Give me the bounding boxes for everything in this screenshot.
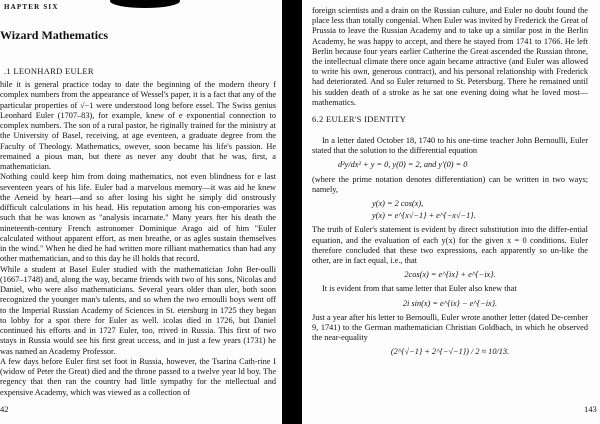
- equation: (2^{√−1} + 2^{−√−1}) / 2 ≈ 10/13.: [390, 347, 510, 357]
- right-page: [302, 0, 600, 424]
- paragraph: (where the prime notation denotes differentiation) can be written in two ways; namely,: [312, 174, 588, 194]
- paragraph: In a letter dated October 18, 1740 to his one-time teacher John Bernoulli, Euler stated that the solution to the differential equation: [312, 136, 588, 156]
- paragraph: Nothing could keep him from doing mathematics, not even blindness for e last seventeen years of his life. Euler had a marvelous memory—it was aid he knew the Aeneid by heart—and so after losing his sight he simply did onstrously difficult calculations in his head. His reputation among his con-emporaries was such that he was known as "analysis incarnate." Many years fter his death the nineteenth-century French astronomer Dominique Arago aid of him "Euler calculated without apparent effort, as men breathe, or as agles sustain themselves in the wind." When he died he had written more rilliant mathematics than had any other mathematician, and to this day he ill holds that record.: [0, 172, 276, 264]
- equation: 2i sin(x) = e^{ix} − e^{−ix}.: [402, 298, 498, 308]
- running-header: HAPTER SIX: [4, 3, 59, 11]
- equation: y(x) = 2 cos(x),: [372, 199, 424, 209]
- page-number: 42: [0, 404, 9, 414]
- right-top-text: [312, 6, 588, 108]
- paragraph: A few days before Euler first set foot in Russia, however, the Tsarina Cath-rine I (widow of Peter the Great) died and the throne passed to a twelve year ld boy. The regency that then ran the country had little sympathy for the ntellectual and expensive Academy, which was viewed as a collection of: [0, 356, 276, 397]
- paragraph: Just a year after his letter to Bernoulli, Euler wrote another letter (dated De-cember 9, 1741) to the German mathematician Christian Goldbach, in which he observed the near-equality: [312, 312, 588, 343]
- page-number: 143: [584, 404, 597, 414]
- right-body-text: [312, 136, 588, 362]
- equation: y(x) = e^{x√−1} + e^{−x√−1}.: [372, 211, 476, 221]
- paragraph: While a student at Basel Euler studied with the mathematician John Ber-oulli (1667–1748) and, along the way, became friends with two of his sons, Nicolas and Daniel, who were also mathematicians. Several years older than uler, both soon recognized the younger man's talents, and so when the two ernoulli boys went off to the Imperial Russian Academy of Sciences in St. etersburg in 1725 they began to lobby for a spot there for Euler as well. icolas died in 1726, but Daniel continued his efforts and in 1727 Euler, too, rrived in Russia. This first of two stays in Russia would see his first great uccess, and in just a few years (1731) he was named an Academy Professor.: [0, 264, 276, 356]
- section-heading: .1 LEONHARD EULER: [4, 66, 94, 76]
- paragraph: It is evident from that same letter that Euler also knew that: [322, 284, 517, 294]
- paragraph: The truth of Euler's statement is evident by direct substitution into the differ-ential equation, and the evaluation of each y(x) for the given x = 0 conditions. Euler therefore concluded that these two expressions, each apparently so un-like the other, are in fact equal, i.e., that: [312, 225, 588, 266]
- chapter-title: Wizard Mathematics: [0, 28, 109, 42]
- section-heading: 6.2 EULER'S IDENTITY: [312, 114, 407, 124]
- left-body-text: [0, 80, 276, 398]
- book-gutter: [282, 0, 302, 424]
- equation: 2cos(x) = e^{ix} + e^{−ix}.: [404, 270, 496, 280]
- paragraph: foreign scientists and a drain on the Russian culture, and Euler no doubt found the place less than totally congenial. When Euler was invited by Frederick the Great of Prussia to leave the Russian Academy and to take up a similar post in the Berlin Academy, he was happy to accept, and there he stayed from 1741 to 1766. He left Berlin because four years earlier Catherine the Great ascended the Russian throne, the intellectual climate there once again became attractive (and Euler was allowed to write his own, generous contract), and his personal relationship with Frederick had deteriorated. And so Euler returned to St. Petersburg. There he remained until his sudden death of a stroke as he sat one evening doing what he loved most—mathematics.: [312, 6, 588, 107]
- equation: d²y/dx² + y = 0, y(0) = 2, and y′(0) = 0: [338, 160, 468, 170]
- paragraph: hile it is general practice today to date the beginning of the modern theory f complex numbers from the appearance of Wessel's paper, it is a fact that any of the particular properties of √−1 were understood long before essel. The Swiss genius Leonhard Euler (1707–83), for example, knew of e exponential connection to complex numbers. The son of a rural pastor, he riginally trained for the ministry at the University of Basel, receiving, at age eventeen, a graduate degree from the Faculty of Theology. Mathematics, owever, soon became his life's passion. He remained a pious man, but there as never any doubt that he was, first, a mathematician.: [0, 80, 276, 171]
- scan-shadow: [110, 0, 180, 8]
- left-page: [0, 0, 282, 424]
